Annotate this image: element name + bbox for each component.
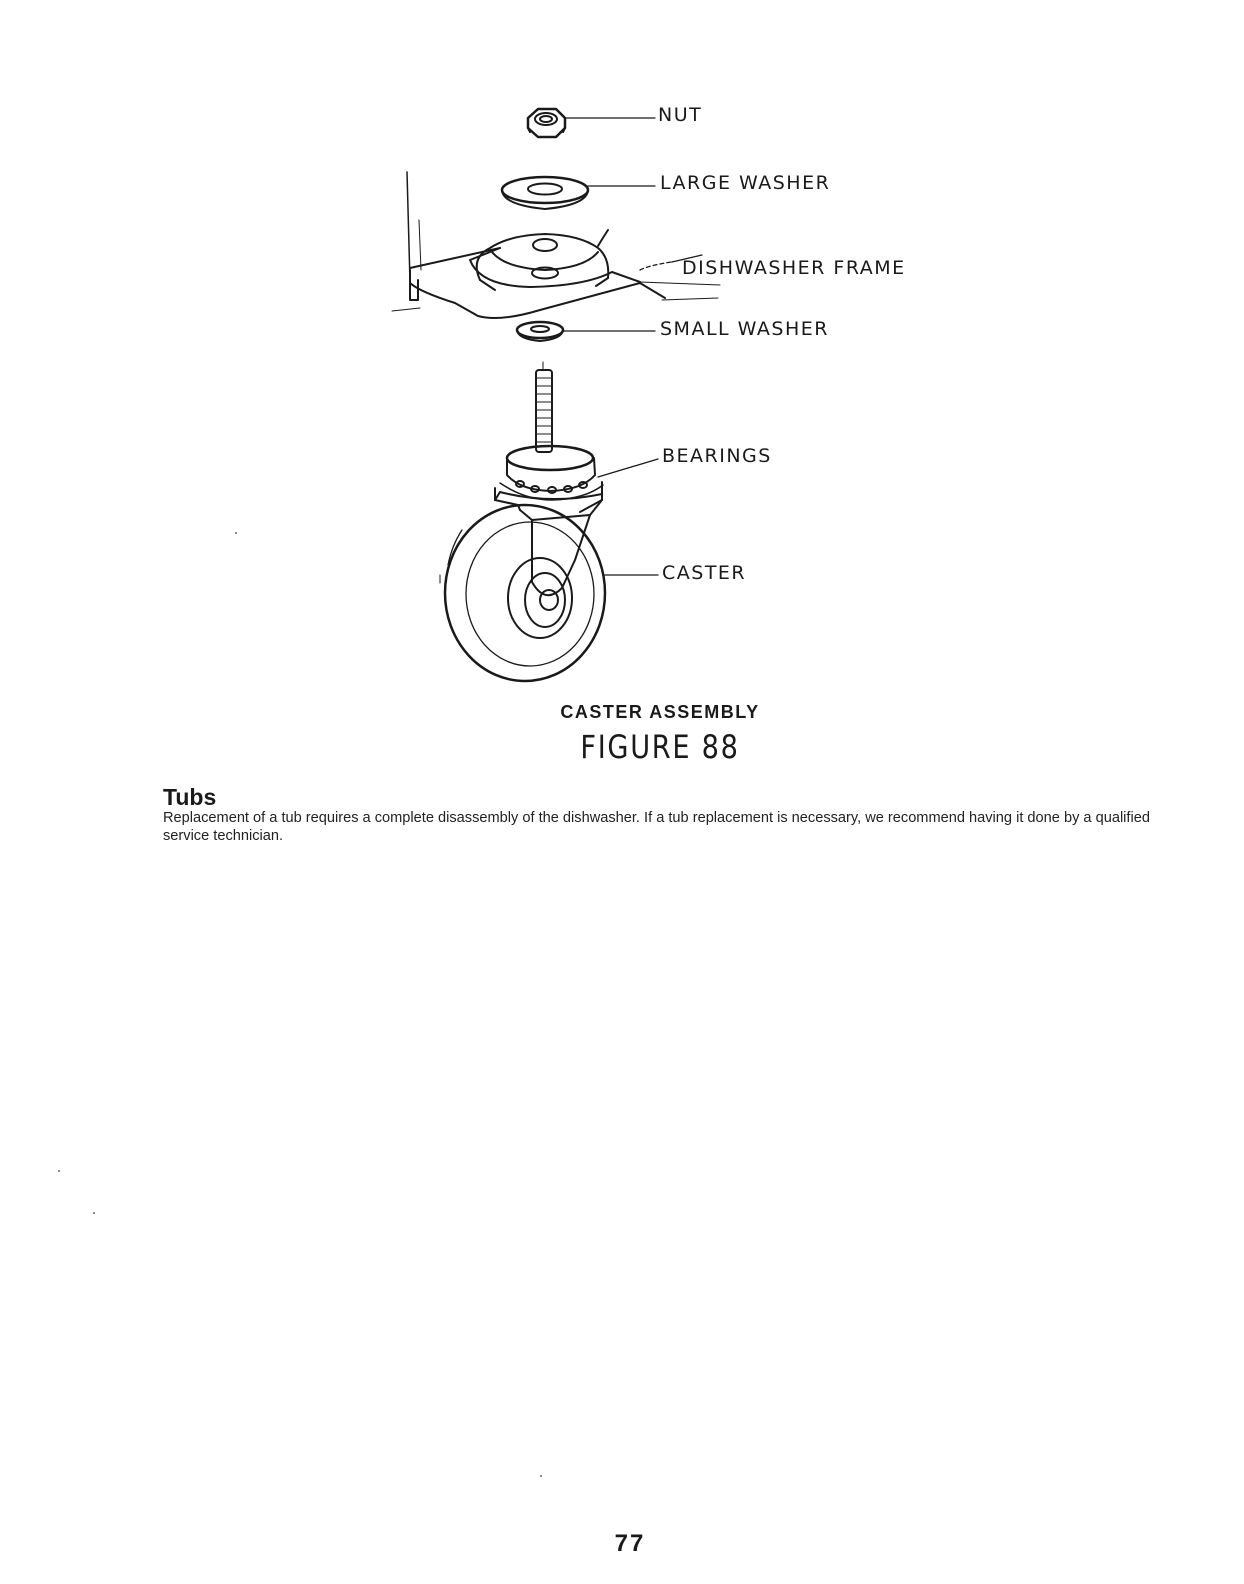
- figure-caption: CASTER ASSEMBLY: [560, 702, 760, 722]
- caster-wheel-drawing: [440, 482, 605, 681]
- label-large-washer: LARGE WASHER: [660, 172, 831, 194]
- scan-speck: [93, 1212, 95, 1214]
- bearings-drawing: [500, 446, 603, 500]
- caster-assembly-figure: [0, 0, 1244, 700]
- large-washer-drawing: [502, 177, 588, 209]
- section-body: Replacement of a tub requires a complete disassembly of the dishwasher. If a tub replacement is necessary, we recommend having it done by a qualified service technician.: [163, 810, 1150, 844]
- threaded-stud-drawing: [536, 362, 552, 452]
- label-small-washer: SMALL WASHER: [660, 318, 829, 340]
- scan-speck: [58, 1170, 60, 1172]
- nut-drawing: [528, 109, 565, 137]
- section-heading: Tubs: [163, 784, 217, 810]
- label-bearings: BEARINGS: [662, 445, 772, 467]
- label-nut: NUT: [658, 104, 703, 126]
- label-caster: CASTER: [662, 562, 747, 584]
- label-dishwasher-frame: DISHWASHER FRAME: [682, 257, 906, 279]
- small-washer-drawing: [517, 322, 563, 341]
- page-number: 77: [614, 1530, 646, 1557]
- figure-number: FIGURE 88: [580, 728, 740, 766]
- scan-speck: [235, 532, 237, 534]
- scan-speck: [540, 1475, 542, 1477]
- caster-assembly-drawing: [0, 0, 1244, 700]
